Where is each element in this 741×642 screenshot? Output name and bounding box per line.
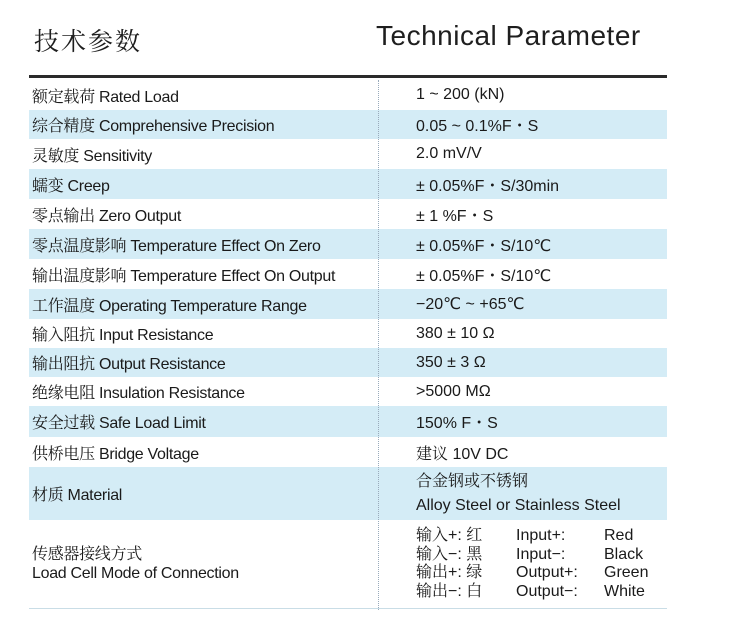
param-value: ± 1 %F・S (416, 207, 494, 225)
header-rule (29, 75, 667, 78)
param-row-operating-temp (29, 289, 667, 319)
param-name: 输出阻抗 Output Resistance (32, 356, 226, 373)
wire-cn: 输入−: 黑 (416, 545, 483, 563)
wire-cn: 输出+: 绿 (416, 564, 483, 581)
param-name: 输入阻抗 Input Resistance (32, 327, 214, 344)
param-value: 2.0 mV/V (416, 145, 482, 162)
param-name: 综合精度 Comprehensive Precision (32, 118, 275, 135)
table-bottom-rule (29, 608, 667, 609)
wire-en: Output+: (516, 564, 578, 581)
param-row-input-resistance (29, 319, 667, 348)
param-row-precision (29, 110, 667, 139)
param-value: −20℃ ~ +65℃ (416, 296, 525, 313)
param-row-material (29, 467, 667, 520)
wire-color: Green (604, 564, 649, 581)
param-value: >5000 MΩ (416, 382, 491, 400)
wire-en: Input+: (516, 527, 566, 544)
material-value-cn: 合金钢或不锈钢 (416, 472, 529, 490)
wire-table (416, 527, 667, 601)
wire-color: Black (604, 545, 644, 563)
param-row-temp-output (29, 259, 667, 289)
connection-name-en: Load Cell Mode of Connection (32, 565, 239, 582)
param-name: 输出温度影响 Temperature Effect On Output (32, 267, 336, 285)
param-name: 绝缘电阻 Insulation Resistance (32, 385, 245, 402)
title-english: Technical Parameter (376, 20, 641, 51)
wire-en: Output−: (516, 582, 578, 600)
param-name: 额定载荷 Rated Load (32, 88, 179, 106)
wire-color: Red (604, 527, 634, 544)
param-value: 1 ~ 200 (kN) (416, 86, 505, 103)
param-row-temp-zero (29, 229, 667, 259)
param-value: ± 0.05%F・S/30min (416, 177, 560, 195)
parameter-table (29, 80, 667, 608)
param-value: ± 0.05%F・S/10℃ (416, 237, 552, 255)
param-row-output-resistance (29, 348, 667, 377)
param-value: 350 ± 3 Ω (416, 353, 486, 371)
param-name: 工作温度 Operating Temperature Range (32, 297, 307, 315)
param-value (403, 470, 667, 518)
param-value: 150% F・S (416, 415, 498, 432)
param-row-sensitivity (29, 139, 667, 169)
param-value: ± 0.05%F・S/10℃ (416, 267, 552, 285)
param-value: 380 ± 10 Ω (416, 324, 495, 342)
title-chinese: 技术参数 (34, 27, 143, 56)
param-name: 灵敏度 Sensitivity (32, 147, 152, 165)
param-name: 蠕变 Creep (32, 177, 110, 195)
wire-cn: 输出−: 白 (416, 582, 483, 600)
param-row-creep (29, 169, 667, 199)
connection-name-cn: 传感器接线方式 (32, 546, 142, 563)
wire-color: White (604, 582, 645, 600)
param-row-bridge-voltage (29, 437, 667, 467)
wire-cn: 输入+: 红 (416, 527, 483, 544)
param-row-connection (29, 520, 667, 608)
wire-en: Input−: (516, 545, 566, 563)
param-name: 供桥电压 Bridge Voltage (32, 445, 199, 463)
param-name: 安全过载 Safe Load Limit (32, 415, 206, 432)
param-row-safe-load (29, 406, 667, 437)
param-name: 材质 Material (32, 487, 123, 504)
param-name: 零点温度影响 Temperature Effect On Zero (32, 237, 321, 255)
connection-name (29, 545, 403, 583)
param-value: 建议 10V DC (416, 445, 509, 463)
param-row-rated-load (29, 80, 667, 110)
param-name: 零点输出 Zero Output (32, 207, 182, 225)
material-value-en: Alloy Steel or Stainless Steel (416, 496, 621, 514)
param-value: 0.05 ~ 0.1%F・S (416, 118, 539, 135)
column-divider (378, 80, 380, 610)
connection-wiring (403, 527, 667, 601)
param-row-zero-output (29, 199, 667, 229)
param-row-insulation (29, 377, 667, 406)
